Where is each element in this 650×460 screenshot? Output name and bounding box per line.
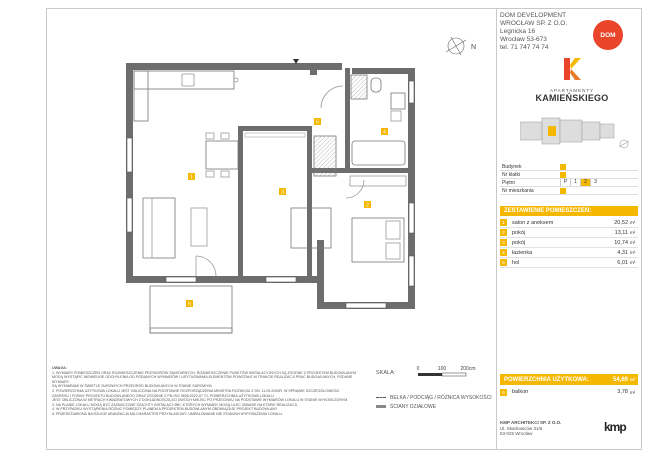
info-row-apartment — [500, 187, 638, 195]
balcony-row — [500, 387, 638, 397]
note-line: MOGĄ WYSTĄPIĆ NIEWIELKIE ODCHYLENIA OD PODANYCH WYMIARÓW I USYTUOWANIA ELEMENTÓW POWSTAŁE W TRAKCIE REALIZACJI PRAC BUDOWLANYCH, PODANE WYMIARY — [52, 375, 353, 384]
developer-logo: DOM — [593, 20, 623, 50]
room-name: pokój — [512, 229, 526, 236]
floor-selector — [560, 179, 600, 186]
developer-phone: tel. 71 747 74 74 — [500, 44, 549, 51]
notes-block — [52, 366, 370, 417]
plan-label-3: 3 — [281, 189, 284, 196]
room-name: łazienka — [512, 249, 533, 256]
scale-tick-200: 200cm — [460, 366, 476, 372]
room-row — [500, 238, 638, 248]
room-area: 20,52 — [614, 219, 628, 226]
rooms-header: ZESTAWIENIE POMIESZCZEŃ: — [500, 206, 638, 216]
room-row — [500, 228, 638, 238]
room-unit: m² — [630, 260, 636, 265]
legend-item — [376, 393, 492, 402]
room-area: 10,74 — [614, 239, 628, 246]
scale-label: SKALA: — [376, 370, 396, 376]
floor-plan — [46, 8, 494, 353]
compass-label: N — [471, 44, 477, 51]
room-row — [500, 248, 638, 258]
room-row — [500, 258, 638, 268]
developer-name-1: DOM DEVELOPMENT — [500, 12, 567, 19]
room-row — [500, 218, 638, 228]
room-name: pokój — [512, 239, 526, 246]
developer-city: Wrocław 53-673 — [500, 36, 547, 43]
scale-bar — [398, 364, 494, 380]
scale-tick-100: 100 — [437, 366, 447, 372]
legend-wall-line-icon — [376, 405, 386, 408]
total-area-value: 54,69 — [612, 376, 628, 383]
room-unit: m² — [630, 220, 636, 225]
room-unit: m² — [630, 250, 636, 255]
room-number: 4 — [500, 249, 507, 256]
room-number: 5 — [500, 259, 507, 266]
total-area-unit: m² — [630, 377, 636, 382]
architect-info — [500, 420, 561, 437]
compass-icon — [446, 37, 476, 55]
keyplan-compass-icon — [619, 140, 629, 148]
note-line: 4. W PRZYPADKU WYSTĄPIENIA RÓŻNIC POMIĘDZY PLANEM A PROJEKTEM BUDOWLANYM OBOWIĄZUJE PROJEKT BUDOWLANY. — [52, 407, 278, 412]
legend-item — [376, 402, 492, 411]
balcony-number: 6 — [500, 389, 507, 396]
plan-label-6: 6 — [188, 301, 191, 308]
info-row-floor — [500, 179, 638, 187]
info-value — [560, 172, 566, 178]
total-area-label: POWIERZCHNIA UŻYTKOWA: — [504, 376, 589, 383]
info-value — [560, 164, 566, 170]
legend-label: BELKA / PODCIĄG / RÓŻNICA WYSOKOŚCI — [390, 394, 492, 401]
floor-3: 3 — [590, 179, 600, 186]
plan-label-2: 2 — [366, 202, 369, 209]
room-number: 3 — [500, 239, 507, 246]
floor-p: P — [560, 179, 570, 186]
brand-subtitle: APARTAMENTY — [549, 88, 594, 93]
architect-city: 53-025 Wrocław — [500, 431, 533, 436]
note-line: 1. WYMIARY POMIESZCZEŃ ORAZ ROZMIESZCZENIE PRZYBORÓW SANITARNYCH, ROZMIESZCZENIE PUNKTÓW INSTALACYJNYCH SĄ ZGODNE Z PROJEKTEM BUDOWLANYM. — [52, 370, 358, 375]
developer-name-2: WROCŁAW SP. Z O.O. — [500, 20, 568, 27]
plan-label-4: 4 — [383, 129, 386, 136]
room-area: 6,01 — [617, 259, 628, 266]
brand-block — [522, 56, 622, 103]
info-label: Nr mieszkania — [502, 187, 534, 194]
scale-tick-0: 0 — [416, 366, 420, 372]
note-line: SĄ WYMIARAMI W ŚWIETLE SUROWYCH PRZEGRÓD BUDOWLANYCH W STANIE SUROWYM. — [52, 384, 213, 389]
key-plan — [520, 110, 632, 158]
total-area-bar — [500, 374, 638, 385]
apartment-info-table — [500, 163, 638, 195]
info-label: Budynek — [502, 163, 522, 170]
floor-1: 1 — [570, 179, 580, 186]
rooms-list — [500, 218, 638, 268]
note-line: 2. POWIERZCHNIA UŻYTKOWA LOKALU JEST OBLICZONA NA PODSTAWIE ROZPORZĄDZENIA MINISTRA ROZWOJU Z DN. 11.09.2020R. W SPRAWIE SZCZEGÓŁOWEGO — [52, 388, 340, 393]
brand-k-icon — [561, 56, 583, 82]
architect-logo: kmp — [604, 420, 626, 434]
legend-dashed-line-icon — [376, 397, 386, 398]
room-number: 1 — [500, 219, 507, 226]
balcony-area: 3,78 — [617, 389, 628, 395]
note-line: JEST OBLICZONA W METRACH KWADRATOWYCH Z DOKŁADNOŚCIĄ DO DWÓCH MIEJSC PO PRZECINKU NA PODSTAWIE WYMIARÓW LOKALU W STANIE WYKOŃCZONYM. — [52, 398, 349, 403]
room-area: 13,11 — [614, 229, 628, 236]
plan-label-1: 1 — [190, 174, 193, 181]
notes-title: UWAGA: — [52, 366, 67, 370]
room-unit: m² — [630, 240, 636, 245]
legend — [376, 393, 492, 411]
developer-street: Legnicka 16 — [500, 28, 536, 35]
architect-street: Ul. Skarbowców 31/6 — [500, 425, 543, 431]
plan-label-5: 5 — [316, 119, 319, 126]
note-line: 3. NA PLANIE LOKALU MOGĄ BYĆ ZAZNACZONE SZACHTY INSTALACYJNE, KTÓRYCH WYMIARY MOGĄ ULEC ZMIANIE NA ETAPIE REALIZACJI. — [52, 402, 299, 407]
info-label: Nr klatki — [502, 171, 521, 178]
room-name: salon z aneksem — [512, 219, 554, 226]
floor-2: 2 — [580, 179, 590, 186]
note-line: ZAKRESU I FORMY PROJEKTU BUDOWLANEGO ORAZ ZGODNIE Z PN-ISO 9836:2022-07 TJ. POWIERZCHNIA UŻYTKOWA LOKALU — [52, 393, 274, 398]
room-number: 2 — [500, 229, 507, 236]
brand-name: KAMIEŃSKIEGO — [535, 93, 609, 103]
room-unit: m² — [630, 230, 636, 235]
note-line: 5. PRZEDSTAWIONA NA RZUCIE ARANŻACJA MA CHARAKTER PRZYKŁADOWY. UMEBLOWANIE NIE STANOWI WYPOSAŻENIA LOKALU. — [52, 411, 283, 416]
room-area: 4,31 — [617, 249, 628, 256]
balcony-name: balkon — [512, 389, 529, 395]
info-value — [560, 188, 566, 194]
info-row-stairwell — [500, 171, 638, 179]
sheet-divider — [496, 8, 497, 450]
info-row-building — [500, 163, 638, 171]
architect-name: KMP ARCHITEKCI SP. Z O.O. — [500, 420, 562, 425]
info-label: Piętro — [502, 179, 516, 186]
room-name: hol — [512, 259, 520, 266]
legend-label: ŚCIANY DZIAŁOWE — [390, 403, 437, 410]
balcony-unit: m² — [630, 389, 636, 395]
